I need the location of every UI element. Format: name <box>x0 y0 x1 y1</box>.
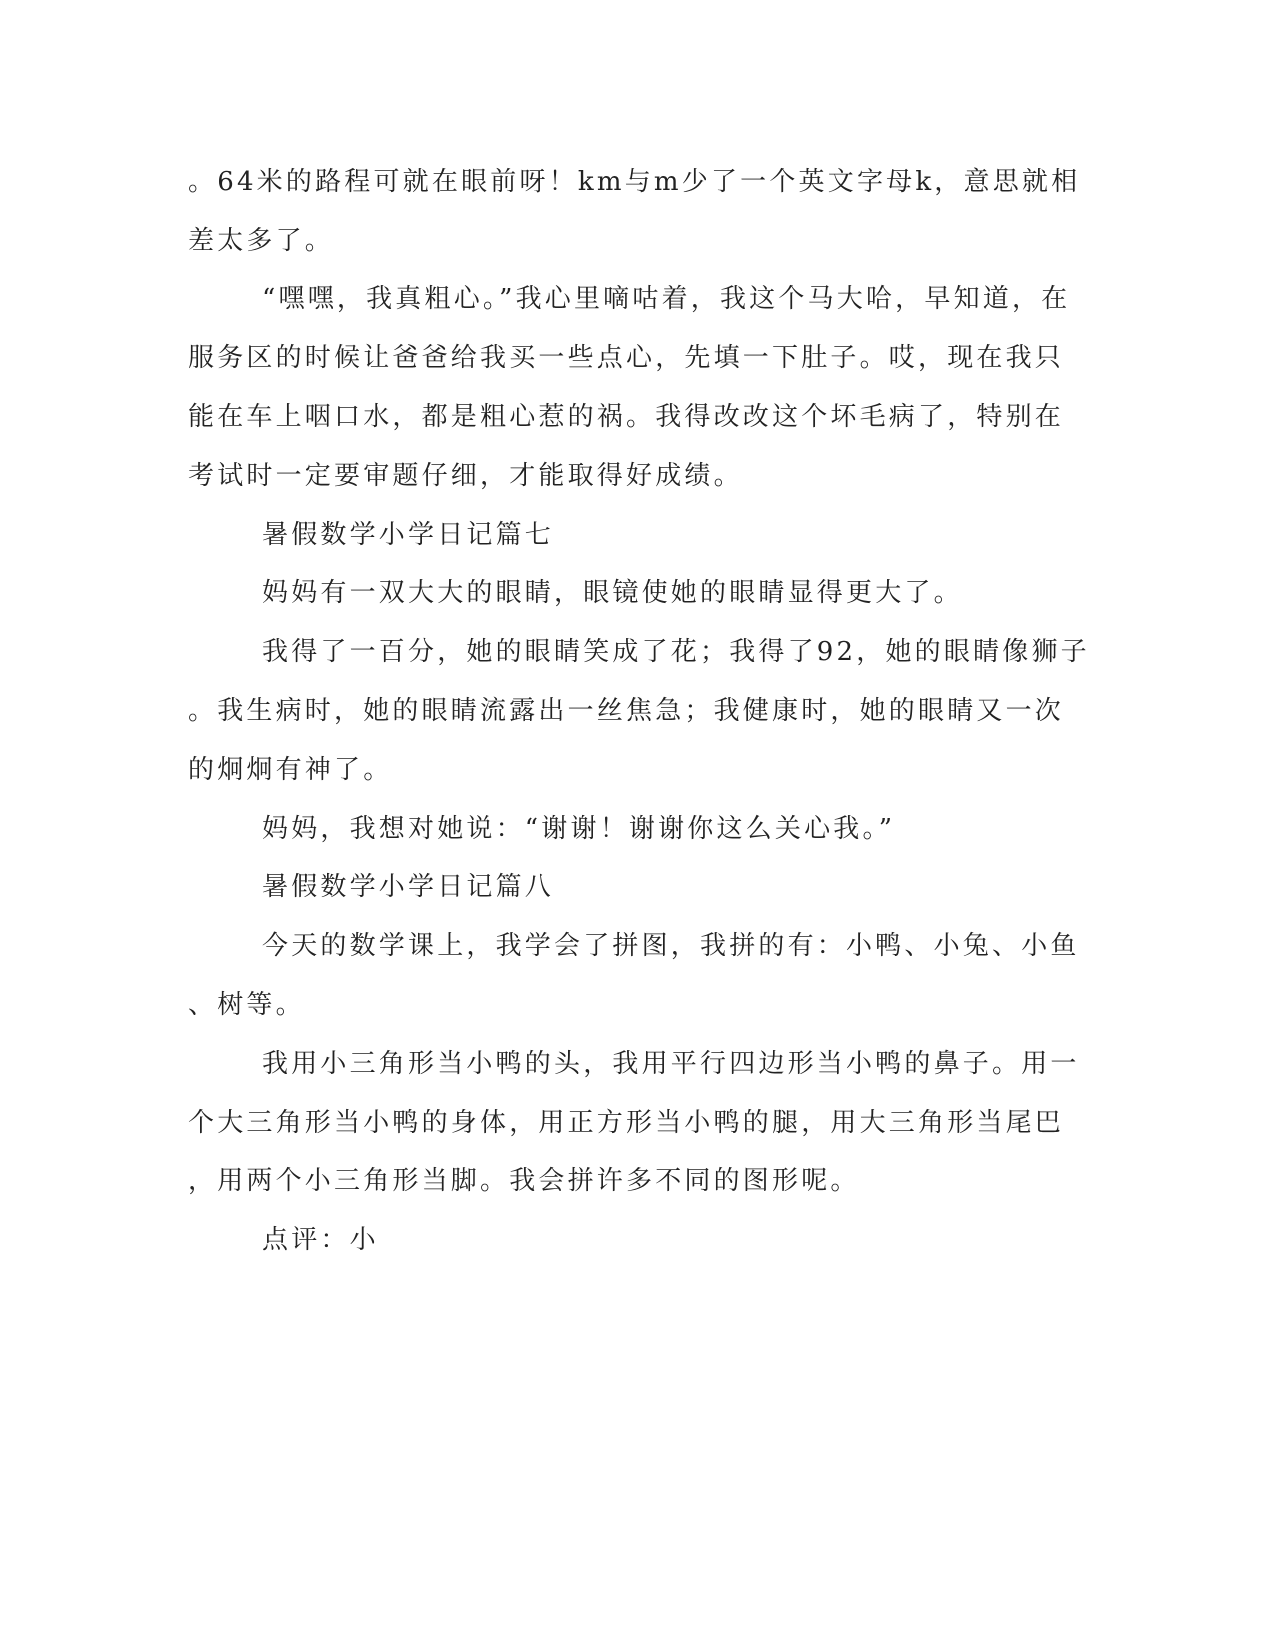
text-line: 服务区的时候让爸爸给我买一些点心，先填一下肚子。哎，现在我只 <box>188 343 1065 373</box>
text-line: 个大三角形当小鸭的身体，用正方形当小鸭的腿，用大三角形当尾巴 <box>188 1108 1065 1138</box>
text-line: 今天的数学课上，我学会了拼图，我拼的有：小鸭、小兔、小鱼 <box>262 931 1080 961</box>
text-line: 点评：小 <box>262 1225 379 1255</box>
text-line: 妈妈有一双大大的眼睛，眼镜使她的眼睛显得更大了。 <box>262 578 963 608</box>
text-line: ，用两个小三角形当脚。我会拼许多不同的图形呢。 <box>188 1166 860 1196</box>
text-line: “嘿嘿，我真粗心。”我心里嘀咕着，我这个马大哈，早知道，在 <box>262 284 1071 314</box>
text-line: 考试时一定要审题仔细，才能取得好成绩。 <box>188 461 743 491</box>
text-line: 我用小三角形当小鸭的头，我用平行四边形当小鸭的鼻子。用一 <box>262 1049 1080 1079</box>
section-heading: 暑假数学小学日记篇八 <box>262 872 555 902</box>
text-line: 妈妈，我想对她说：“谢谢！谢谢你这么关心我。” <box>262 814 896 844</box>
text-line: 、树等。 <box>188 990 305 1020</box>
text-line: 我得了一百分，她的眼睛笑成了花；我得了92，她的眼睛像狮子 <box>262 637 1090 667</box>
section-heading: 暑假数学小学日记篇七 <box>262 520 555 550</box>
text-line: 。64米的路程可就在眼前呀！km与m少了一个英文字母k，意思就相 <box>188 167 1081 197</box>
text-line: 能在车上咽口水，都是粗心惹的祸。我得改改这个坏毛病了，特别在 <box>188 402 1065 432</box>
text-line: 差太多了。 <box>188 226 335 256</box>
text-line: 。我生病时，她的眼睛流露出一丝焦急；我健康时，她的眼睛又一次 <box>188 696 1065 726</box>
text-line: 的炯炯有神了。 <box>188 755 393 785</box>
